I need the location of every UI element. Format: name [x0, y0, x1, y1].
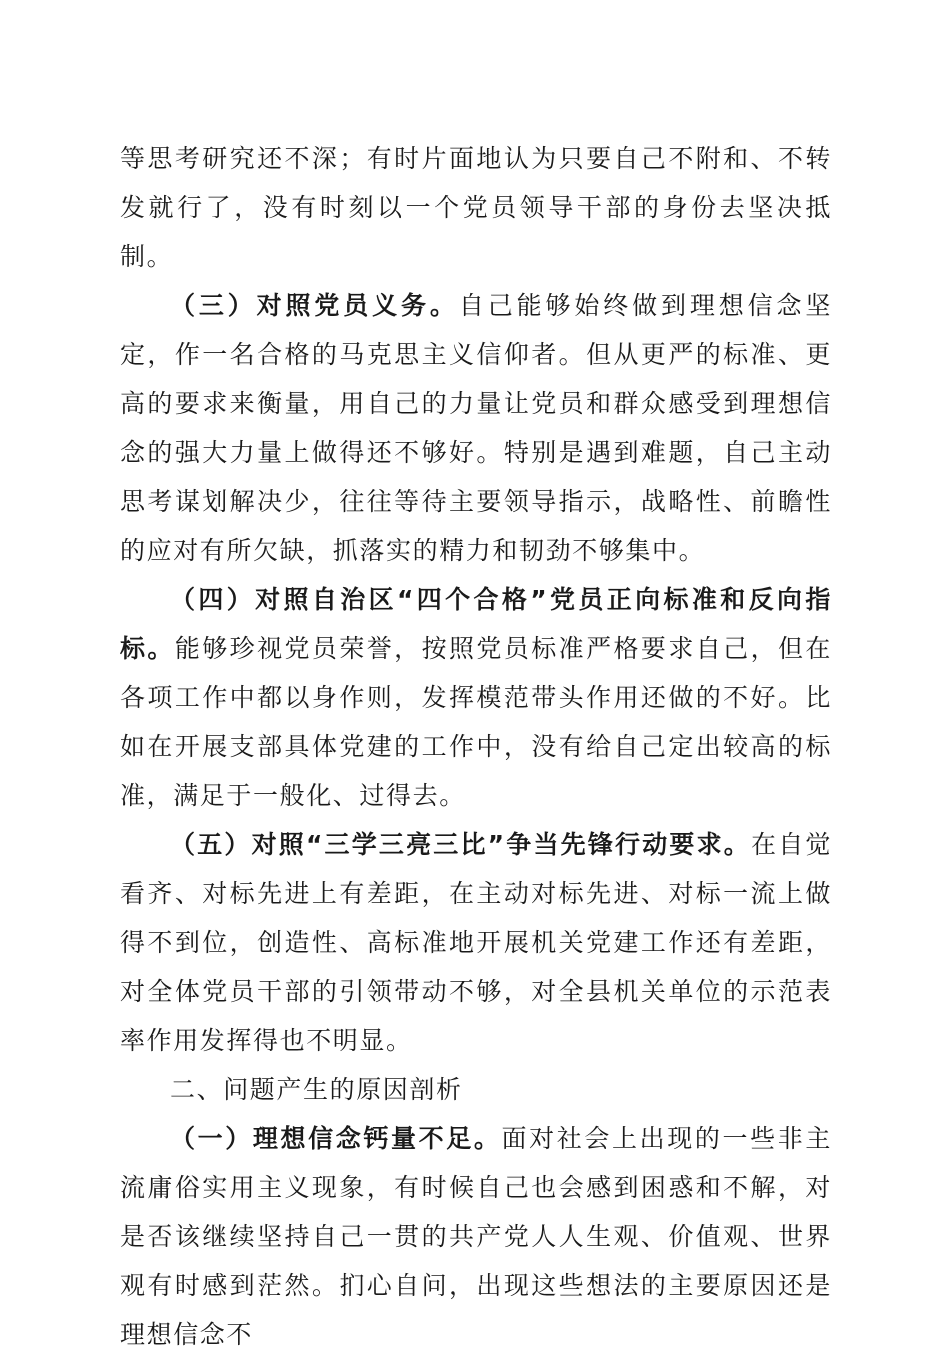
document-page [120, 134, 832, 1359]
paragraph-text: 在自觉看齐、对标先进上有差距，在主动对标先进、对标一流上做得不到位，创造性、高标准地开展机关党建工作还有差距，对全体党员干部的引领带动不够，对全县机关单位的示范表率作用发挥得也不明显。 [120, 830, 832, 1055]
paragraph-text: 自己能够始终做到理想信念坚定，作一名合格的马克思主义信仰者。但从更严的标准、更高的要求来衡量，用自己的力量让党员和群众感受到理想信念的强大力量上做得还不够好。特别是遇到难题，自己主动思考谋划解决少，往往等待主要领导指示，战略性、前瞻性的应对有所欠缺，抓落实的精力和韧劲不够集中。 [120, 291, 832, 565]
paragraph-continuation [120, 134, 832, 281]
paragraph-text: 面对社会上出现的一些非主流庸俗实用主义现象，有时候自己也会感到困惑和不解，对是否该继续坚持自己一贯的共产党人人生观、价值观、世界观有时感到茫然。扪心自问，出现这些想法的主要原因还是理想信念不 [120, 1124, 833, 1349]
paragraph-four-qualified [120, 575, 832, 820]
section-heading: 二、问题产生的原因剖析 [170, 1075, 463, 1104]
paragraph-lead: （三）对照党员义务。 [170, 291, 459, 320]
paragraph-text: 能够珍视党员荣誉，按照党员标准严格要求自己，但在各项工作中都以身作则，发挥模范带头作用还做的不好。比如在开展支部具体党建的工作中，没有给自己定出较高的标准，满足于一般化、过得去。 [120, 634, 833, 810]
paragraph-lead: （一）理想信念钙量不足。 [170, 1124, 502, 1153]
paragraph-lead: （四）对照自治区“四个合格”党员正向标准和反向指标。 [120, 585, 832, 663]
paragraph-party-obligations [120, 281, 832, 575]
paragraph-lead: （五）对照“三学三亮三比”争当先锋行动要求。 [170, 830, 751, 859]
paragraph-ideals-beliefs [120, 1114, 832, 1359]
paragraph-three-learn [120, 820, 832, 1065]
paragraph-text: 等思考研究还不深；有时片面地认为只要自己不附和、不转发就行了，没有时刻以一个党员领导干部的身份去坚决抵制。 [120, 144, 832, 271]
